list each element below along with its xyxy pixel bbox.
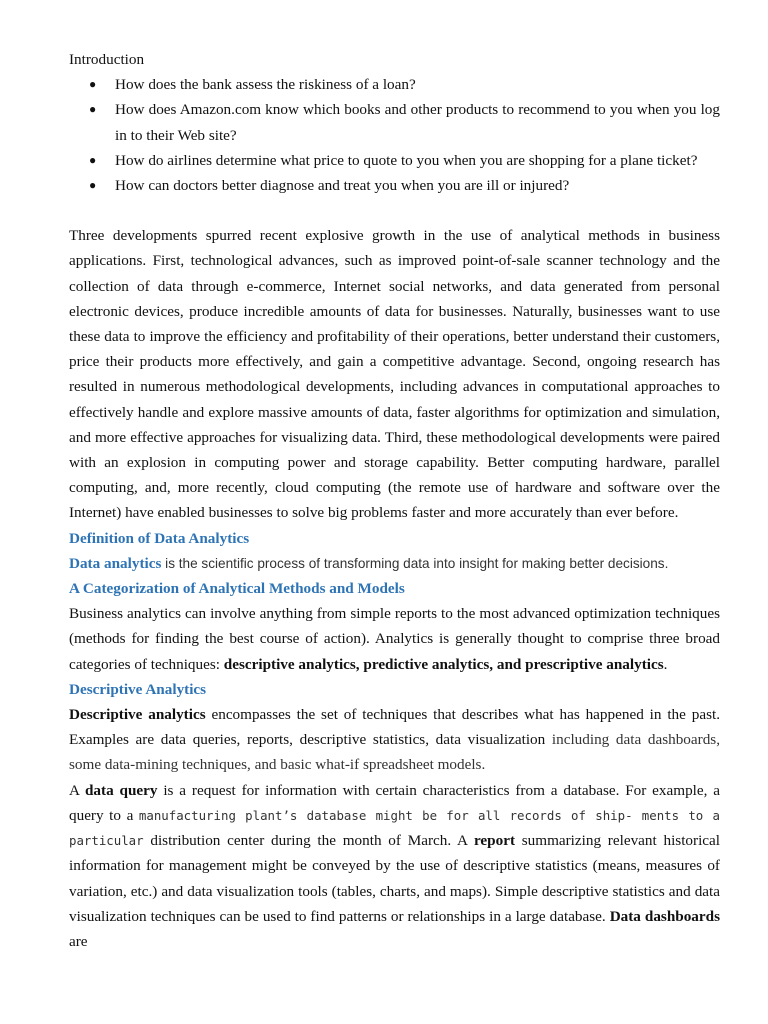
paragraph-spacer xyxy=(69,198,720,223)
definition-term: Data analytics xyxy=(69,554,162,572)
intro-label: Introduction xyxy=(69,51,145,68)
question-list xyxy=(69,72,720,198)
categorization-bold: descriptive analytics, predictive analytics, and prescriptive analytics xyxy=(223,655,664,673)
list-item xyxy=(89,97,720,147)
data-query-text-4: are xyxy=(69,932,88,950)
descriptive-heading: Descriptive Analytics xyxy=(69,680,207,698)
descriptive-text-1: encompasses the set of techniques that describes what has happened in the past. Examples are data queries, reports, descriptive statistics, data visualization xyxy=(69,706,720,749)
data-query-paragraph xyxy=(69,778,720,954)
report-term: report xyxy=(473,832,515,850)
definition-text: is the scientific process of transforming data into insight for making better decisions. xyxy=(161,555,669,571)
data-query-text-2: distribution center during the month of March. A xyxy=(143,832,474,850)
question-text: How do airlines determine what price to quote to you when you are shopping for a plane ticket? xyxy=(115,151,698,169)
question-text: How can doctors better diagnose and treat you when you are ill or injured? xyxy=(115,177,570,195)
developments-paragraph: Three developments spurred recent explosive growth in the use of analytical methods in business applications. First, technological advances, such as improved point-of-sale scanner technology and the collection of data through e-commerce, Internet social networks, and data generated from personal electronic devices, produce incredible amounts of data for businesses. Naturally, businesses want to use these data to improve the efficiency and profitability of their operations, better understand their customers, price their products more effectively, and gain a competitive advantage. Second, ongoing research has resulted in numerous methodological developments, including advances in computational approaches to effectively handle and explore massive amounts of data, faster algorithms for optimization and simulation, and more effective approaches for visualizing data. Third, these methodological developments were paired with an explosion in computing power and storage capability. Better computing hardware, parallel computing, and, more recently, cloud computing (the remote use of hardware and software over the Internet) have enabled businesses to solve big problems faster and more accurately than ever before. xyxy=(69,227,720,522)
descriptive-paragraph xyxy=(69,702,720,778)
descriptive-term: Descriptive analytics xyxy=(69,706,206,724)
data-query-term: data query xyxy=(84,781,158,799)
definition-paragraph xyxy=(69,551,720,576)
categorization-paragraph xyxy=(69,601,720,677)
categorization-end: . xyxy=(663,655,668,673)
list-item xyxy=(89,173,720,198)
list-item xyxy=(89,72,720,97)
question-text: How does the bank assess the riskiness of a loan? xyxy=(115,76,416,94)
bullet-icon: ● xyxy=(89,102,97,117)
data-query-text-3: summarizing relevant historical information for management might be conveyed by the use of descriptive statistics (means, measures of variation, etc.) and data visualization tools (tables, charts, and maps). Simple descriptive statistics and data visualization techniques can be used to find patterns or relationships in a large database. xyxy=(69,832,720,925)
bullet-icon: ● xyxy=(89,152,97,167)
bullet-icon: ● xyxy=(89,77,97,92)
categorization-text: Business analytics can involve anything from simple reports to the most advanced optimization techniques (methods for finding the best course of action). Analytics is generally thought to comprise three broad categories of techniques: xyxy=(69,605,720,673)
list-item xyxy=(89,148,720,173)
question-text: How does Amazon.com know which books and other products to recommend to you when you log in to their Web site? xyxy=(115,101,720,144)
data-query-a: A xyxy=(69,781,85,799)
categorization-heading: A Categorization of Analytical Methods and Models xyxy=(69,580,405,598)
definition-heading: Definition of Data Analytics xyxy=(69,529,250,547)
data-dashboards-term: Data dashboards xyxy=(609,907,720,925)
descriptive-text-2: including data dashboards, some data-mining techniques, and basic what-if spreadsheet models. xyxy=(69,731,720,774)
data-query-text-1: is a request for information with certain characteristics from a database. For example, a query to a xyxy=(69,781,720,824)
data-query-mono: manufacturing plant’s database might be for all records of ship- ments to a particular xyxy=(69,807,720,849)
document-page xyxy=(69,47,720,954)
bullet-icon: ● xyxy=(89,178,97,193)
